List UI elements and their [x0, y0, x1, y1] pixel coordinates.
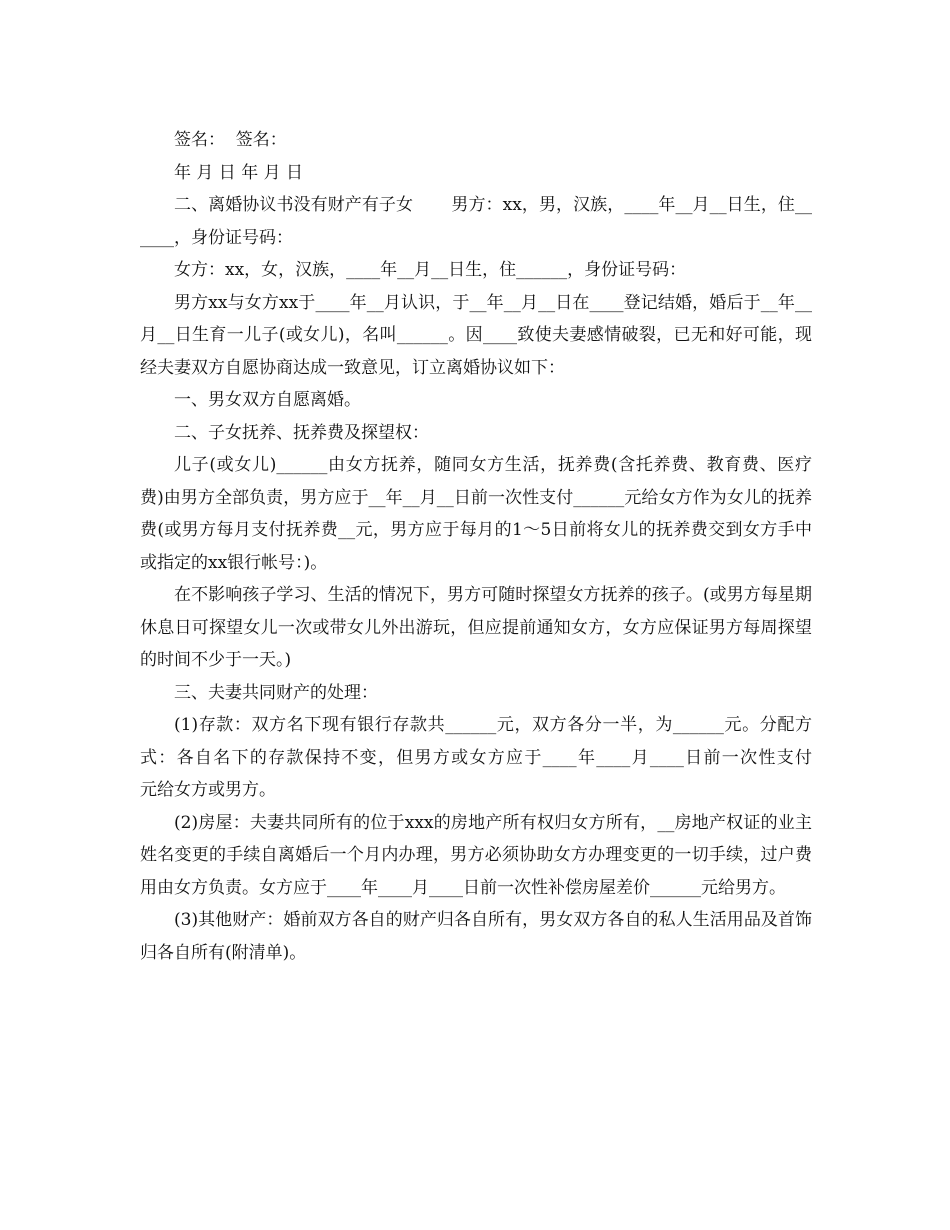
date-line: 年 月 日 年 月 日: [174, 162, 304, 183]
section-heading-agreement-type: 二、离婚协议书没有财产有子女 男方：xx，男，汉族，____年__月__日生，住______，身份证号码：: [140, 195, 812, 248]
paragraph-other-property: (3)其他财产：婚前双方各自的财产归各自所有，男女双方各自的私人生活用品及首饰归各自所有(附清单)。: [140, 910, 812, 963]
clause-voluntary-divorce: 一、男女双方自愿离婚。: [174, 390, 361, 410]
clause-child-custody-heading: 二、子女抚养、抚养费及探望权：: [174, 422, 429, 443]
paragraph-deposits: (1)存款：双方名下现有银行存款共______元，双方各分一半，为______元。分配方式：各自名下的存款保持不变，但男方或女方应于____年____月____日前一次性支付 元给女方或男方。: [140, 715, 840, 800]
paragraph-child-support: 儿子(或女儿)______由女方抚养，随同女方生活，抚养费(含托养费、教育费、医疗费)由男方全部负责，男方应于__年__月__日前一次性支付______元给女方作为女儿的抚养费(或男方每月支付抚养费__元，男方应于每月的1～5日前将女儿的抚养费交到女方手中或指定的xx银行帐号：)。: [140, 455, 812, 573]
paragraph-background: 男方xx与女方xx于____年__月认识，于__年__月__日在____登记结婚，婚后于__年__月__日生育一儿子(或女儿)，名叫______。因____致使夫妻感情破裂，已无和好可能，现经夫妻双方自愿协商达成一致意见，订立离婚协议如下：: [140, 292, 812, 378]
clause-property-heading: 三、夫妻共同财产的处理：: [174, 682, 378, 703]
paragraph-house: (2)房屋：夫妻共同所有的位于xxx的房地产所有权归女方所有，__房地产权证的业主姓名变更的手续自离婚后一个月内办理，男方必须协助女方办理变更的一切手续，过户费用由女方负责。女方应于____年____月____日前一次性补偿房屋差价______元给男方。: [140, 812, 812, 898]
document-body: [140, 124, 840, 969]
paragraph-wife-info: 女方：xx，女，汉族，____年__月__日生，住______，身份证号码：: [174, 260, 687, 280]
paragraph-visitation: 在不影响孩子学习、生活的情况下，男方可随时探望女方抚养的孩子。(或男方每星期休息日可探望女儿一次或带女儿外出游玩，但应提前通知女方，女方应保证男方每周探望的时间不少于一天。): [140, 585, 812, 670]
signature-line: 签名： 签名：: [174, 130, 287, 150]
